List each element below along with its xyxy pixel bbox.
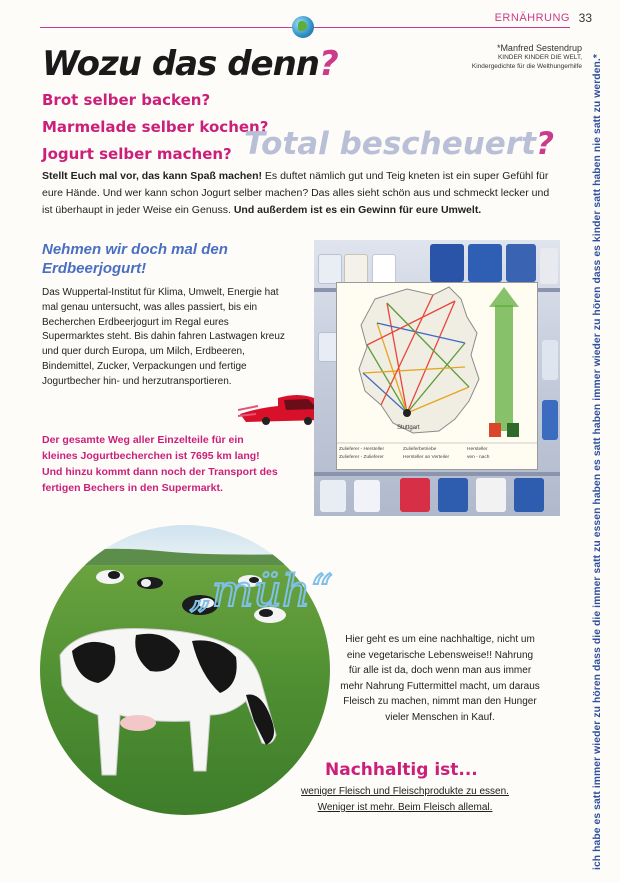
yogurt-cup: [542, 400, 558, 440]
intro-bold-end: Und außerdem ist es ein Gewinn für eure Umwelt.: [233, 204, 482, 216]
title-question-mark: ?: [319, 44, 338, 84]
question-bread: Brot selber backen?: [42, 91, 211, 109]
body-paragraph: Das Wuppertal-Institut für Klima, Umwelt, Energie hat mal genau untersucht, was alles passiert, bis ein Becherchen Erdbeerjogurt im Regal eures Supermarktes steht. Bis dahin fahren Lastwagen kreuz und quer durch Europa, um Milch, Erdbeeren, Bindemittel, Zucker, Verpackungen und fertige Jogurtbecher hin- und herzutransportieren.: [42, 287, 285, 387]
map-legend: [339, 446, 535, 462]
section-label: ERNÄHRUNG: [494, 12, 570, 24]
legend-item: Zulieferer - Hersteller: [339, 447, 385, 452]
yogurt-cup: [476, 478, 506, 512]
question-jam: Marmelade selber kochen?: [42, 118, 269, 136]
slogan-question-mark: ?: [535, 126, 554, 162]
slogan: [244, 126, 554, 162]
question-yogurt: Jogurt selber machen?: [42, 145, 232, 163]
quote-author: *Manfred Sestendrup: [496, 43, 582, 53]
quote-book: KINDER KINDER DIE WELT,: [497, 54, 582, 61]
yogurt-cup: [468, 244, 502, 282]
map-city-label: Stuttgart: [397, 425, 420, 431]
yogurt-cup: [318, 254, 342, 284]
quote-subtitle: Kindergedichte für die Welthungerhilfe: [471, 63, 582, 70]
yogurt-cup: [540, 248, 558, 284]
yogurt-cup: [438, 478, 468, 512]
yogurt-cup: [344, 254, 368, 284]
legend-item: ven - nach: [467, 455, 490, 460]
quote-attribution: [412, 44, 582, 71]
yogurt-cup: [542, 340, 558, 380]
section-subheading: Nehmen wir doch mal den Erdbeerjogurt!: [42, 241, 228, 277]
intro-paragraph: [42, 168, 562, 219]
page-number: 33: [578, 11, 592, 25]
globe-icon: [292, 16, 314, 38]
transport-map: [336, 282, 538, 470]
legend-item: Hersteller: [467, 447, 488, 452]
muh-text: „müh“: [189, 566, 333, 617]
muh-lettering: [185, 546, 395, 626]
slogan-text: Total bescheuert: [244, 126, 536, 162]
nachhaltig-heading: Nachhaltig ist...: [325, 760, 478, 780]
intro-bold-start: Stellt Euch mal vor, das kann Spaß machen!: [42, 170, 262, 182]
title-text: Wozu das denn: [42, 44, 319, 84]
legend-item: Hersteller an Verteiler: [403, 455, 450, 460]
yogurt-cup: [372, 254, 396, 284]
legend-item: Zulieferbetriebe: [403, 447, 437, 452]
page-title: [42, 44, 338, 84]
main-cow: [60, 629, 276, 775]
sustainability-paragraph: Hier geht es um eine nachhaltige, nicht um eine vegetarische Lebensweise!! Nahrung für alle ist da, doch wenn man aus immer mehr Nahrung Futtermittel macht, um daraus Fleisch zu machen, nimmt man den Hunger vieler Menschen in Kauf.: [340, 634, 540, 723]
intro-middle: Es duftet nämlich gut und Teig kneten ist ein super Gefühl für eure Hände. Und wer kann schon Jogurt selber machen? Das alles sieht schön aus und schmeckt lecker und ist überhaupt in jeder Weise ein Genuss.: [42, 170, 550, 216]
legend-item: Zulieferer - Zulieferer: [339, 455, 384, 460]
highlight-paragraph: Der gesamte Weg aller Einzelteile für ein kleines Jogurtbecherchen ist 7695 km lang! Und hinzu kommt dann noch der Transport des fertigen Bechers in den Supermarkt.: [42, 434, 278, 494]
yogurt-cup: [514, 478, 544, 512]
yogurt-cup: [320, 480, 346, 512]
yogurt-cup: [430, 244, 464, 282]
nachhaltig-text: weniger Fleisch und Fleischprodukte zu essen. Weniger ist mehr. Beim Fleisch allemal.: [301, 786, 509, 813]
yogurt-cup: [400, 478, 430, 512]
vertical-poem-text: ich habe es satt immer wieder zu hören dass die die immer satt zu essen haben es satt haben immer wieder zu hören dass es kinder satt haben nie satt zu werden.*: [592, 54, 603, 870]
shelf: [314, 472, 560, 476]
yogurt-cup: [506, 244, 536, 282]
germany-route-map: [337, 283, 537, 469]
yogurt-cup: [354, 480, 380, 512]
